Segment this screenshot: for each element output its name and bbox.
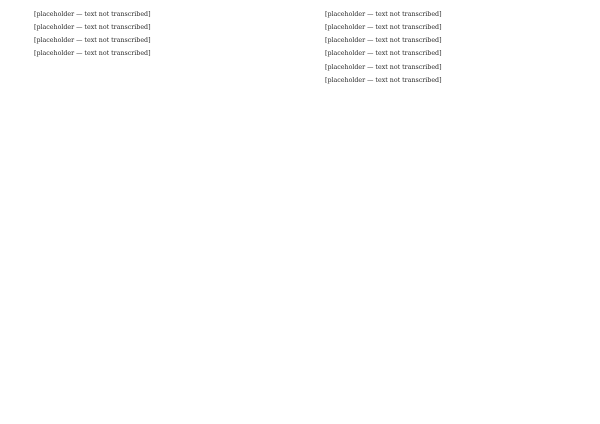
paragraph: [placeholder — text not transcribed] <box>325 11 442 18</box>
right-column <box>313 10 578 416</box>
paragraph: [placeholder — text not transcribed] <box>34 11 151 18</box>
paragraph: [placeholder — text not transcribed] <box>325 63 442 71</box>
paragraph: [placeholder — text not transcribed] <box>325 76 442 84</box>
paragraph: [placeholder — text not transcribed] <box>34 37 151 45</box>
paragraph: [placeholder — text not transcribed] <box>34 50 151 58</box>
paragraph: [placeholder — text not transcribed] <box>325 24 442 32</box>
paragraph: [placeholder — text not transcribed] <box>34 24 151 32</box>
left-column <box>22 10 287 416</box>
paragraph: [placeholder — text not transcribed] <box>325 50 442 58</box>
paragraph: [placeholder — text not transcribed] <box>325 37 442 45</box>
